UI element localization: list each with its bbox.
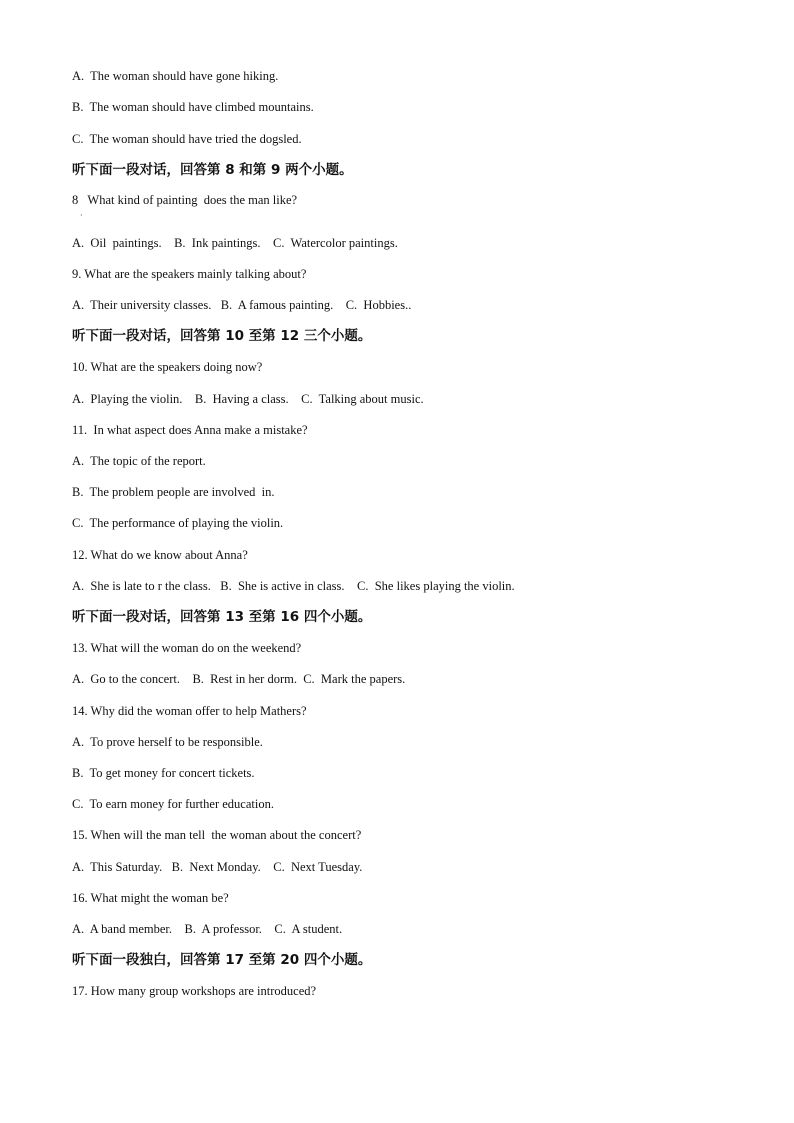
options-8: A. Oil paintings. B. Ink paintings. C. Watercolor paintings. xyxy=(72,236,398,250)
options-13: A. Go to the concert. B. Rest in her dorm. C. Mark the papers. xyxy=(72,672,406,686)
option-14a: A. To prove herself to be responsible. xyxy=(72,735,263,749)
question-13: 13. What will the woman do on the weekend? xyxy=(72,641,302,655)
section-heading-13-16: 听下面一段对话，回答第 13 至第 16 四个小题。 xyxy=(72,609,372,625)
section-heading-17-20: 听下面一段独白，回答第 17 至第 20 四个小题。 xyxy=(72,952,372,968)
option-14b: B. To get money for concert tickets. xyxy=(72,766,255,780)
question-8: 8 What kind of painting does the man like? xyxy=(72,193,298,207)
section-heading-10-12: 听下面一段对话，回答第 10 至第 12 三个小题。 xyxy=(72,328,372,344)
option-11c: C. The performance of playing the violin. xyxy=(72,516,284,530)
option-14c: C. To earn money for further education. xyxy=(72,797,274,811)
options-9: A. Their university classes. B. A famous painting. C. Hobbies.. xyxy=(72,298,412,312)
question-9: 9. What are the speakers mainly talking about? xyxy=(72,267,307,281)
option-7a: A. The woman should have gone hiking. xyxy=(72,69,279,83)
option-7b: B. The woman should have climbed mountains. xyxy=(72,100,314,114)
options-12: A. She is late to r the class. B. She is active in class. C. She likes playing the violin. xyxy=(72,579,515,593)
stray-dot: · xyxy=(80,211,83,220)
question-14: 14. Why did the woman offer to help Mathers? xyxy=(72,704,307,718)
option-7c: C. The woman should have tried the dogsled. xyxy=(72,132,302,146)
option-11a: A. The topic of the report. xyxy=(72,454,206,468)
question-11: 11. In what aspect does Anna make a mistake? xyxy=(72,423,308,437)
question-15: 15. When will the man tell the woman about the concert? xyxy=(72,828,362,842)
question-17: 17. How many group workshops are introduced? xyxy=(72,984,317,998)
options-10: A. Playing the violin. B. Having a class. C. Talking about music. xyxy=(72,392,424,406)
section-heading-8-9: 听下面一段对话，回答第 8 和第 9 两个小题。 xyxy=(72,162,353,178)
options-15: A. This Saturday. B. Next Monday. C. Next Tuesday. xyxy=(72,860,363,874)
options-16: A. A band member. B. A professor. C. A student. xyxy=(72,922,343,936)
question-16: 16. What might the woman be? xyxy=(72,891,229,905)
question-12: 12. What do we know about Anna? xyxy=(72,548,248,562)
question-10: 10. What are the speakers doing now? xyxy=(72,360,263,374)
option-11b: B. The problem people are involved in. xyxy=(72,485,275,499)
